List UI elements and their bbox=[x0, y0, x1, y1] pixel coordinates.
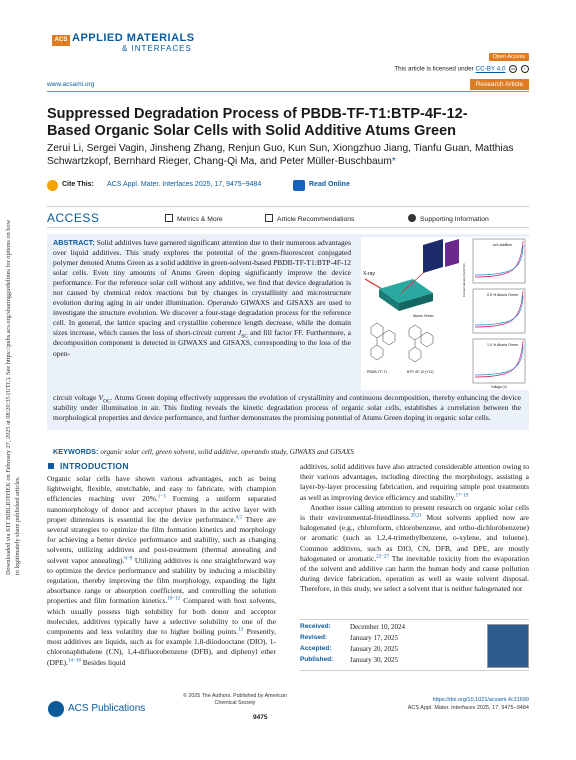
metrics-icon bbox=[165, 214, 173, 222]
metrics-label: Metrics & More bbox=[177, 216, 223, 223]
atums-green-label: Atums Green bbox=[413, 314, 434, 318]
footer-citation bbox=[408, 697, 529, 712]
intro-text: Presently, most additives are liquids, such as for example 1,8-diiodooctane (DIO), 1-chloronaphthalene (CN), 1,4-difluorobenzene (DFB), and diphenyl ether (DPE). bbox=[47, 627, 276, 667]
introduction-heading: INTRODUCTION bbox=[60, 461, 129, 471]
voc-subscript: OC bbox=[103, 398, 111, 405]
detector-gisaxs bbox=[445, 239, 459, 267]
abstract-part5: . Atums Green doping effectively suppresses the evolution of crystallinity and continuous decomposition, thereby enhancing the device stability under illumination in air. This finding reveals the kinetic degradation process of organic solar cells, establishes a correlation between the morphological properties and device performance, and further demonstrates the promising potential of Atums Green doping in organic solar cells. bbox=[53, 393, 522, 423]
header-divider bbox=[47, 91, 529, 92]
acs-publications-logo[interactable] bbox=[48, 699, 158, 719]
abstract-part3: and fill factor FF. Furthermore, a decomposition component is detected in GIWAXS and GISAXS, corresponding to the loss of the open- bbox=[53, 328, 352, 358]
abstract-part4: circuit voltage bbox=[53, 393, 97, 402]
journal-name-line2: & INTERFACES bbox=[122, 44, 192, 53]
jv-y-axis-label: Current density (mA/cm²) bbox=[462, 263, 466, 297]
intro-text: Besides liquid bbox=[80, 657, 126, 667]
cite-bar bbox=[47, 179, 529, 195]
recommendations-icon bbox=[265, 214, 273, 222]
jv-panel-1 bbox=[473, 239, 525, 283]
article-type-badge: Research Article bbox=[470, 79, 529, 90]
supporting-info-label: Supporting Information bbox=[420, 216, 489, 223]
access-bar bbox=[47, 206, 529, 228]
keywords-label: KEYWORDS: bbox=[53, 447, 99, 456]
jv-panel-2 bbox=[473, 289, 525, 333]
author-list bbox=[47, 142, 517, 168]
jv-panel-1-label: w/o additive bbox=[493, 243, 512, 247]
cc-by-icon: i bbox=[521, 65, 529, 73]
abstract-label: ABSTRACT: bbox=[53, 238, 95, 247]
open-access-badge: Open Access bbox=[489, 53, 529, 61]
abstract-text-full bbox=[53, 393, 521, 423]
keywords-list: organic solar cell, green solvent, solid additive, operando study, GIWAXS and GISAXS bbox=[100, 447, 354, 456]
intro-text: There are several strategies to optimize the film formation kinetics and morphology for achieving a better device performance and stability, such as changing solvents, utilizing additives and post-treatment (thermal annealing and solvent vapor annealing). bbox=[47, 514, 276, 565]
reference-link[interactable]: 10−12 bbox=[167, 596, 181, 602]
reference-link[interactable]: 20,21 bbox=[410, 513, 422, 519]
article-dates bbox=[300, 619, 529, 671]
cite-reference-link[interactable]: ACS Appl. Mater. Interfaces 2025, 17, 9475−9484 bbox=[107, 181, 262, 188]
reference-link[interactable]: 22−27 bbox=[376, 554, 390, 560]
intro-text: Utilizing additives is one straightforward way to optimize the device performance and stability by inducing a miscibility regulation, thereby improving the film morphology, expanding the light absorbance range or absorption coefficient, and controlling the solution properties and film formation kinetics. bbox=[47, 555, 276, 606]
corresponding-author-mark[interactable]: * bbox=[391, 156, 396, 167]
btp-label: BTP-4F-12 (Y12) bbox=[407, 370, 434, 374]
copyright-notice: © 2025 The Authors. Published by American Chemical Society bbox=[183, 693, 287, 706]
metrics-link[interactable] bbox=[165, 214, 223, 223]
recommendations-label: Article Recommendations bbox=[277, 216, 355, 223]
intro-text: Forming a uniform separated nanomorphology of donor and acceptor phases in the active layer with proper dimensions is essential for the device performance. bbox=[47, 494, 276, 524]
date-value: January 17, 2025 bbox=[350, 634, 399, 642]
jv-panel-3 bbox=[473, 339, 525, 383]
license-link[interactable]: CC-BY 4.0 bbox=[475, 65, 506, 73]
abstract-box bbox=[47, 234, 529, 456]
date-label: Received: bbox=[300, 623, 331, 630]
acs-publications-icon bbox=[48, 701, 64, 717]
read-online-icon bbox=[293, 180, 305, 191]
license-statement bbox=[394, 65, 529, 73]
date-label: Accepted: bbox=[300, 645, 332, 652]
download-notice bbox=[4, 215, 28, 575]
jsc-subscript: SC bbox=[241, 333, 248, 340]
article-title: Suppressed Degradation Process of PBDB-TF-T1:BTP-4F-12-Based Organic Solar Cells with Solid Additive Atums Green bbox=[47, 106, 468, 139]
section-bullet-icon bbox=[48, 463, 54, 469]
intro-text: Compared with host solvents, which usually possess high solubility for both donor and acceptor molecules, additives typically have a selective solubility to one of the components and less volatility due to higher boiling points. bbox=[47, 596, 276, 637]
license-prefix: This article is licensed under bbox=[394, 65, 474, 73]
date-value: January 20, 2025 bbox=[350, 645, 399, 653]
abstract-graphic[interactable] bbox=[361, 237, 529, 390]
download-notice-text: Downloaded via KIT BIBLIOTHEK on February 27, 2025 at 08:20:35 (UTC). See https://pubs.acs.org/sharingguidelines for options on how to legitimately share published articles. bbox=[5, 219, 21, 575]
author-names: Zerui Li, Sergei Vagin, Jinsheng Zhang, Renjun Guo, Kun Sun, Xiongzhuo Jiang, Tianfu Guan, Matthias Schwartzkopf, Bernhard Rieger, Chang-Qi Ma, and Peter Müller-Buschbaum bbox=[47, 143, 514, 167]
doi-link[interactable]: https://doi.org/10.1021/acsami.4c21699 bbox=[432, 697, 529, 703]
xray-label: X-ray bbox=[363, 271, 375, 277]
reference-link[interactable]: 14−16 bbox=[68, 658, 81, 664]
intro-paragraph-1 bbox=[47, 474, 276, 668]
page-number: 9475 bbox=[253, 714, 268, 721]
recommendations-link[interactable] bbox=[265, 214, 354, 223]
detector-giwaxs bbox=[423, 239, 443, 273]
reference-link[interactable]: 17−19 bbox=[455, 493, 469, 499]
voc-symbol: V bbox=[98, 393, 104, 402]
journal-cover-thumbnail[interactable] bbox=[487, 624, 529, 668]
intro-text: The inevitable toxicity from the evaporation of the solvent and additive can harm the human body and cause pollution during device fabrication, operation as well as waste solvent disposal. Therefore, in this study, we select a solvent that is neither halogenated nor bbox=[300, 553, 530, 594]
cite-icon bbox=[47, 180, 58, 191]
cc-icon: cc bbox=[511, 66, 516, 71]
pbdb-label: PBDB-TF-T1 bbox=[367, 370, 388, 374]
acs-publications-text: ACS Publications bbox=[68, 703, 146, 714]
abstract-text-wrapped bbox=[53, 238, 351, 359]
journal-name-line1: APPLIED MATERIALS bbox=[72, 32, 195, 44]
reference-link[interactable]: 4,5 bbox=[235, 515, 242, 521]
intro-text: Another issue calling attention to present research on organic solar cells is their environmental-friendliness. bbox=[300, 502, 529, 523]
reference-link[interactable]: 6−9 bbox=[124, 556, 133, 562]
abstract-part2: GIWAXS and GISAXS are used to investigate the structure evolution. We discover a four-stage degradation process for the reference cell. In general, the lattice spacing and crystallite coherence length decrease, while the domain sizes increase, which causes the loss of short-circuit current bbox=[53, 298, 352, 338]
date-value: December 10, 2024 bbox=[350, 623, 406, 631]
intro-text: Most solvents applied now are halogenated (e.g., chloroform, chlorobenzene, and ortho-dichlorobenzene) or aromatic (such as 1,2,4-trimethylbenzene, o-xylene, and toluene). Common additives, such as DIO, CN, DFB, and DPE, are mostly halogenated or aromatic. bbox=[300, 513, 529, 563]
date-label: Revised: bbox=[300, 634, 328, 641]
footer-journal-citation: ACS Appl. Mater. Interfaces 2025, 17, 9475−9484 bbox=[407, 704, 529, 711]
jsc-symbol: J bbox=[237, 328, 242, 338]
reference-link[interactable]: 1−3 bbox=[157, 494, 166, 500]
intro-paragraph-3 bbox=[300, 503, 529, 595]
abstract-operando: Operando bbox=[207, 298, 238, 308]
keywords bbox=[53, 447, 523, 457]
right-column bbox=[300, 462, 529, 595]
jv-panel-3-label: 1.0 % Atums Green bbox=[487, 343, 519, 347]
intro-paragraph-2 bbox=[300, 462, 529, 503]
reference-link[interactable]: 13 bbox=[238, 627, 244, 633]
supporting-info-icon bbox=[408, 214, 416, 222]
read-online-link[interactable]: Read Online bbox=[309, 181, 350, 188]
acs-logo-mark: ACS bbox=[52, 35, 70, 46]
access-title: ACCESS bbox=[47, 211, 100, 225]
intro-text: Organic solar cells have shown various advantages, such as being lightweight, flexible, stretchable, and easy to fabricate, with champion efficiencies reaching over 20%. bbox=[47, 474, 276, 504]
abstract-part1: Solid additives have garnered significant attention due to their numerous advantages over liquid additives. This study explores the potential of the green-fluorescent conjugated polymer denoted Atums Green as a solid additive in green-solvent-based PBDB-TF-T1:BTP-4F-12 solar cells. Even tiny amounts of Atums Green doping significantly improve the device performance. For the reference solar cell without any additive, we find that device degradation is not caused by chemical redox reactions but by changes in crystallinity and microstructure evolution during aging in air under illumination. bbox=[53, 238, 352, 308]
left-column bbox=[47, 474, 276, 668]
supporting-info-link[interactable] bbox=[408, 214, 489, 223]
jv-x-axis-label: Voltage (V) bbox=[491, 385, 507, 389]
jv-panel-2-label: 0.5 % Atums Green bbox=[487, 293, 519, 297]
date-label: Published: bbox=[300, 656, 334, 663]
site-url[interactable]: www.acsami.org bbox=[47, 81, 95, 88]
cite-label: Cite This: bbox=[62, 181, 94, 188]
intro-text: additives, solid additives have also attracted considerable attention owing to their various advantages, including directing the morphology, assisting a layer-by-layer processing fabrication, and requiring simple post treatments as well as improving device efficiency and stability. bbox=[300, 462, 529, 502]
date-value: January 30, 2025 bbox=[350, 656, 399, 664]
